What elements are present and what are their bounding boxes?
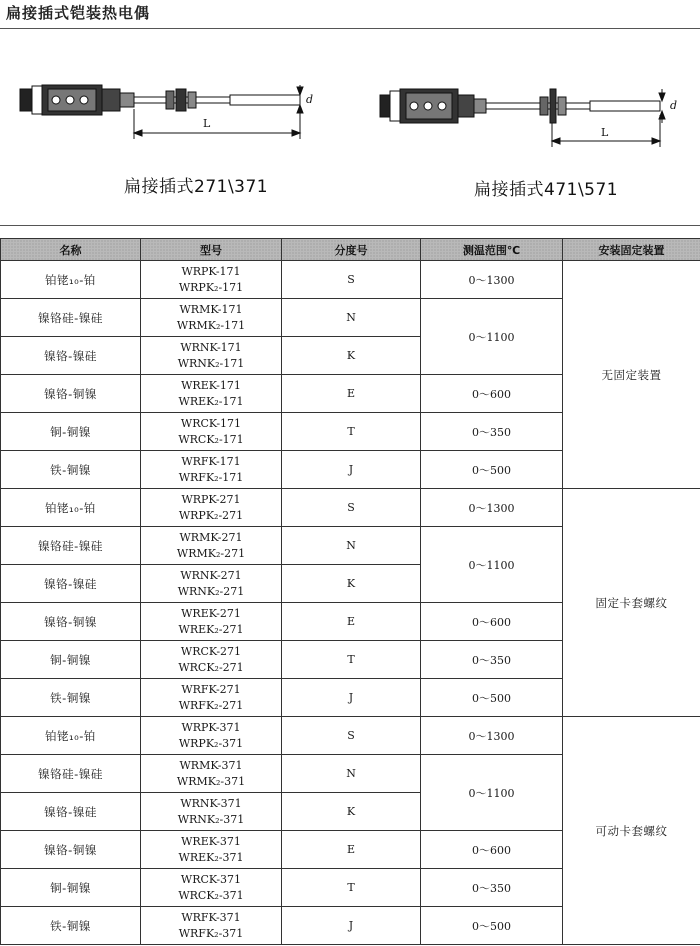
cell-graduation: S [282, 717, 421, 755]
cell-name: 铜-铜镍 [1, 641, 141, 679]
cell-name: 铂铑₁₀-铂 [1, 717, 141, 755]
cell-mount: 可动卡套螺纹 [563, 717, 700, 945]
cell-name: 铁-铜镍 [1, 679, 141, 717]
cell-range: 0～1100 [421, 755, 563, 831]
cell-range: 0～350 [421, 641, 563, 679]
model-code: WRMK-371 [179, 758, 243, 772]
cell-graduation: E [282, 603, 421, 641]
cell-name: 镍铬-铜镍 [1, 603, 141, 641]
cell-range: 0～500 [421, 451, 563, 489]
model-code: WREK-171 [181, 378, 241, 392]
header-model: 型号 [141, 239, 282, 261]
cell-graduation: T [282, 869, 421, 907]
model-code-alt: WRPK₂-371 [178, 736, 244, 750]
model-code: WRCK-371 [180, 872, 242, 886]
cell-mount: 固定卡套螺纹 [563, 489, 700, 717]
product-figures [0, 28, 700, 226]
cell-range: 0～1100 [421, 299, 563, 375]
length-label-left: L [203, 117, 211, 130]
cell-name: 镍铬硅-镍硅 [1, 527, 141, 565]
cell-graduation: T [282, 641, 421, 679]
cell-range: 0～1300 [421, 717, 563, 755]
cell-range: 0～1300 [421, 489, 563, 527]
cell-range: 0～600 [421, 375, 563, 413]
cell-name: 铁-铜镍 [1, 907, 141, 945]
cell-range: 0～350 [421, 869, 563, 907]
cell-model [141, 299, 282, 337]
model-code-alt: WRFK₂-171 [178, 470, 244, 484]
model-code: WRNK-271 [180, 568, 242, 582]
model-code-alt: WRNK₂-271 [177, 584, 245, 598]
model-code: WRFK-371 [181, 910, 241, 924]
model-code: WRPK-271 [181, 492, 241, 506]
cell-model [141, 907, 282, 945]
figure-caption-left: 扁接插式271\371 [124, 177, 269, 197]
table-body [1, 261, 700, 945]
model-code: WRCK-271 [180, 644, 242, 658]
length-label-right: L [601, 126, 609, 139]
cell-model [141, 375, 282, 413]
thermocouple-drawing-right [380, 89, 665, 147]
model-code-alt: WRMK₂-171 [176, 318, 246, 332]
cell-model [141, 413, 282, 451]
cell-name: 镍铬硅-镍硅 [1, 299, 141, 337]
cell-name: 铂铑₁₀-铂 [1, 261, 141, 299]
model-code: WRFK-171 [181, 454, 241, 468]
model-code-alt: WRFK₂-271 [178, 698, 244, 712]
thermocouple-drawing-left [20, 85, 303, 139]
cell-graduation: K [282, 565, 421, 603]
cell-model [141, 565, 282, 603]
model-code-alt: WRMK₂-371 [176, 774, 246, 788]
cell-graduation: J [282, 679, 421, 717]
cell-graduation: J [282, 451, 421, 489]
header-name: 名称 [1, 239, 141, 261]
cell-range: 0～500 [421, 907, 563, 945]
cell-name: 铁-铜镍 [1, 451, 141, 489]
cell-model [141, 527, 282, 565]
cell-name: 铜-铜镍 [1, 869, 141, 907]
cell-model [141, 337, 282, 375]
model-code-alt: WREK₂-171 [178, 394, 244, 408]
model-code-alt: WRCK₂-371 [178, 888, 244, 902]
cell-name: 铜-铜镍 [1, 413, 141, 451]
cell-graduation: S [282, 261, 421, 299]
cell-model [141, 831, 282, 869]
cell-name: 镍铬-铜镍 [1, 375, 141, 413]
cell-range: 0～500 [421, 679, 563, 717]
model-code: WRFK-271 [181, 682, 241, 696]
cell-mount: 无固定装置 [563, 261, 700, 489]
header-mount: 安装固定装置 [563, 239, 700, 261]
cell-name: 镍铬硅-镍硅 [1, 755, 141, 793]
cell-name: 镍铬-镍硅 [1, 337, 141, 375]
cell-model [141, 755, 282, 793]
model-code: WREK-371 [181, 834, 241, 848]
cell-model [141, 869, 282, 907]
model-code-alt: WRNK₂-371 [177, 812, 245, 826]
model-code-alt: WRPK₂-171 [178, 280, 244, 294]
cell-graduation: N [282, 755, 421, 793]
header-graduation: 分度号 [282, 239, 421, 261]
cell-graduation: J [282, 907, 421, 945]
cell-name: 镍铬-镍硅 [1, 565, 141, 603]
model-code: WRCK-171 [180, 416, 242, 430]
model-code: WRPK-371 [181, 720, 241, 734]
model-code: WREK-271 [181, 606, 241, 620]
cell-model [141, 717, 282, 755]
table-row [1, 717, 700, 755]
cell-model [141, 603, 282, 641]
cell-range: 0～1300 [421, 261, 563, 299]
cell-graduation: E [282, 375, 421, 413]
model-code-alt: WRNK₂-171 [177, 356, 245, 370]
model-code: WRNK-371 [180, 796, 242, 810]
table-row [1, 261, 700, 299]
model-code: WRMK-171 [179, 302, 243, 316]
model-code-alt: WRMK₂-271 [176, 546, 246, 560]
cell-model [141, 793, 282, 831]
cell-range: 0～1100 [421, 527, 563, 603]
model-code-alt: WRPK₂-271 [178, 508, 244, 522]
table-row [1, 489, 700, 527]
cell-name: 镍铬-铜镍 [1, 831, 141, 869]
cell-model [141, 641, 282, 679]
cell-name: 镍铬-镍硅 [1, 793, 141, 831]
cell-range: 0～600 [421, 831, 563, 869]
cell-model [141, 261, 282, 299]
spec-table [0, 238, 700, 945]
cell-graduation: N [282, 527, 421, 565]
cell-graduation: T [282, 413, 421, 451]
model-code-alt: WREK₂-271 [178, 622, 244, 636]
cell-range: 0～600 [421, 603, 563, 641]
model-code: WRPK-171 [181, 264, 241, 278]
model-code-alt: WRCK₂-271 [178, 660, 244, 674]
cell-model [141, 489, 282, 527]
cell-graduation: N [282, 299, 421, 337]
cell-model [141, 451, 282, 489]
model-code-alt: WRCK₂-171 [178, 432, 244, 446]
diameter-label-left: d [306, 93, 314, 106]
cell-graduation: K [282, 337, 421, 375]
diameter-label-right: d [670, 99, 678, 112]
cell-graduation: K [282, 793, 421, 831]
model-code: WRMK-271 [179, 530, 243, 544]
figure-caption-right: 扁接插式471\571 [474, 180, 619, 200]
cell-model [141, 679, 282, 717]
cell-name: 铂铑₁₀-铂 [1, 489, 141, 527]
cell-range: 0～350 [421, 413, 563, 451]
header-range: 测温范围℃ [421, 239, 563, 261]
page-title: 扁接插式铠装热电偶 [6, 4, 151, 22]
model-code: WRNK-171 [180, 340, 242, 354]
model-code-alt: WRFK₂-371 [178, 926, 244, 940]
cell-graduation: E [282, 831, 421, 869]
table-header-row [1, 239, 700, 261]
cell-graduation: S [282, 489, 421, 527]
model-code-alt: WREK₂-371 [178, 850, 244, 864]
